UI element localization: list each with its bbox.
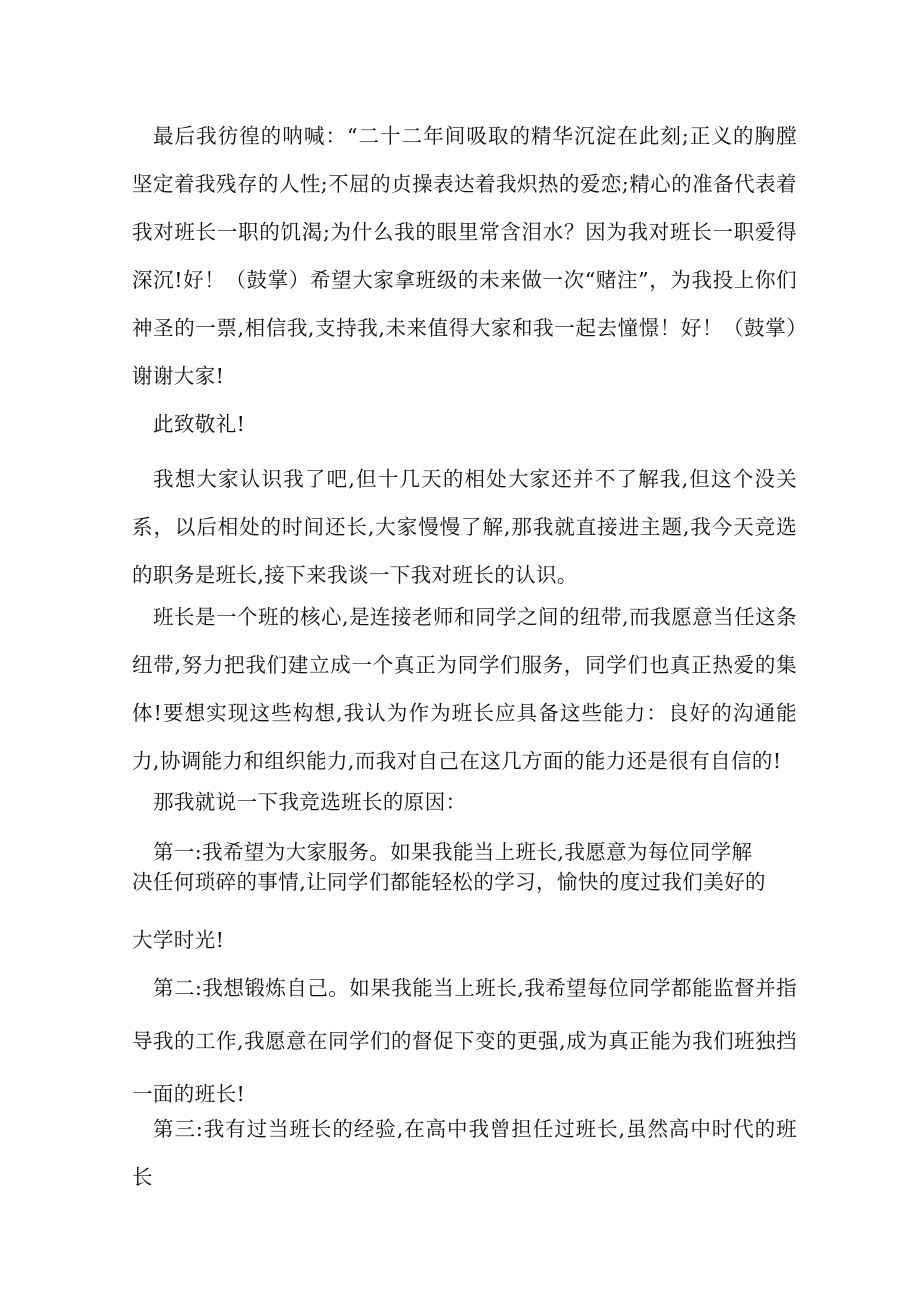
monitor-role-paragraph: 班长是一个班的核心,是连接老师和同学之间的纽带,而我愿意当任这条纽带,努力把我们建立成一个真正为同学们服务，同学们也真正热爱的集体!要想实现这些构想,我认为作为班长应具备这些能力：良好的沟通能力,协调能力和组织能力,而我对自己在这几方面的能力还是很有自信的! <box>132 605 797 773</box>
reason-two-paragraph: 第二:我想锻炼自己。如果我能当上班长,我希望每位同学都能监督并指导我的工作,我愿意在同学们的督促下变的更强,成为真正能为我们班独挡一面的班长! <box>132 976 797 1106</box>
reasons-intro-paragraph: 那我就说一下我竞选班长的原因： <box>153 790 467 814</box>
closing-speech-paragraph: 最后我彷徨的呐喊：“二十二年间吸取的精华沉淀在此刻;正义的胸膛坚定着我残存的人性;不屈的贞操表达着我炽热的爱恋;精心的准备代表着我对班长一职的饥渴;为什么我的眼里常含泪水？因为我对班长一职爱得深沉!好！（鼓掌）希望大家拿班级的未来做一次“赌注”，为我投上你们神圣的一票,相信我,支持我,未来值得大家和我一起去憧憬！好！（鼓掌）谢谢大家! <box>132 124 797 388</box>
salutation-paragraph: 此致敬礼! <box>153 412 246 436</box>
reason-one-line-3: 大学时光! <box>132 928 225 952</box>
introduction-paragraph: 我想大家认识我了吧,但十几天的相处大家还并不了解我,但这个没关系，以后相处的时间还长,大家慢慢了解,那我就直接进主题,我今天竞选的职务是班长,接下来我谈一下我对班长的认识。 <box>132 467 797 587</box>
reason-three-paragraph: 第三:我有过当班长的经验,在高中我曾担任过班长,虽然高中时代的班长 <box>132 1117 797 1189</box>
reason-one-line-2: 决任何琐碎的事情,让同学们都能轻松的学习，愉快的度过我们美好的 <box>132 870 766 894</box>
reason-one-line-1: 第一:我希望为大家服务。如果我能当上班长,我愿意为每位同学解 <box>153 840 753 864</box>
reason-one-paragraph <box>132 837 797 955</box>
